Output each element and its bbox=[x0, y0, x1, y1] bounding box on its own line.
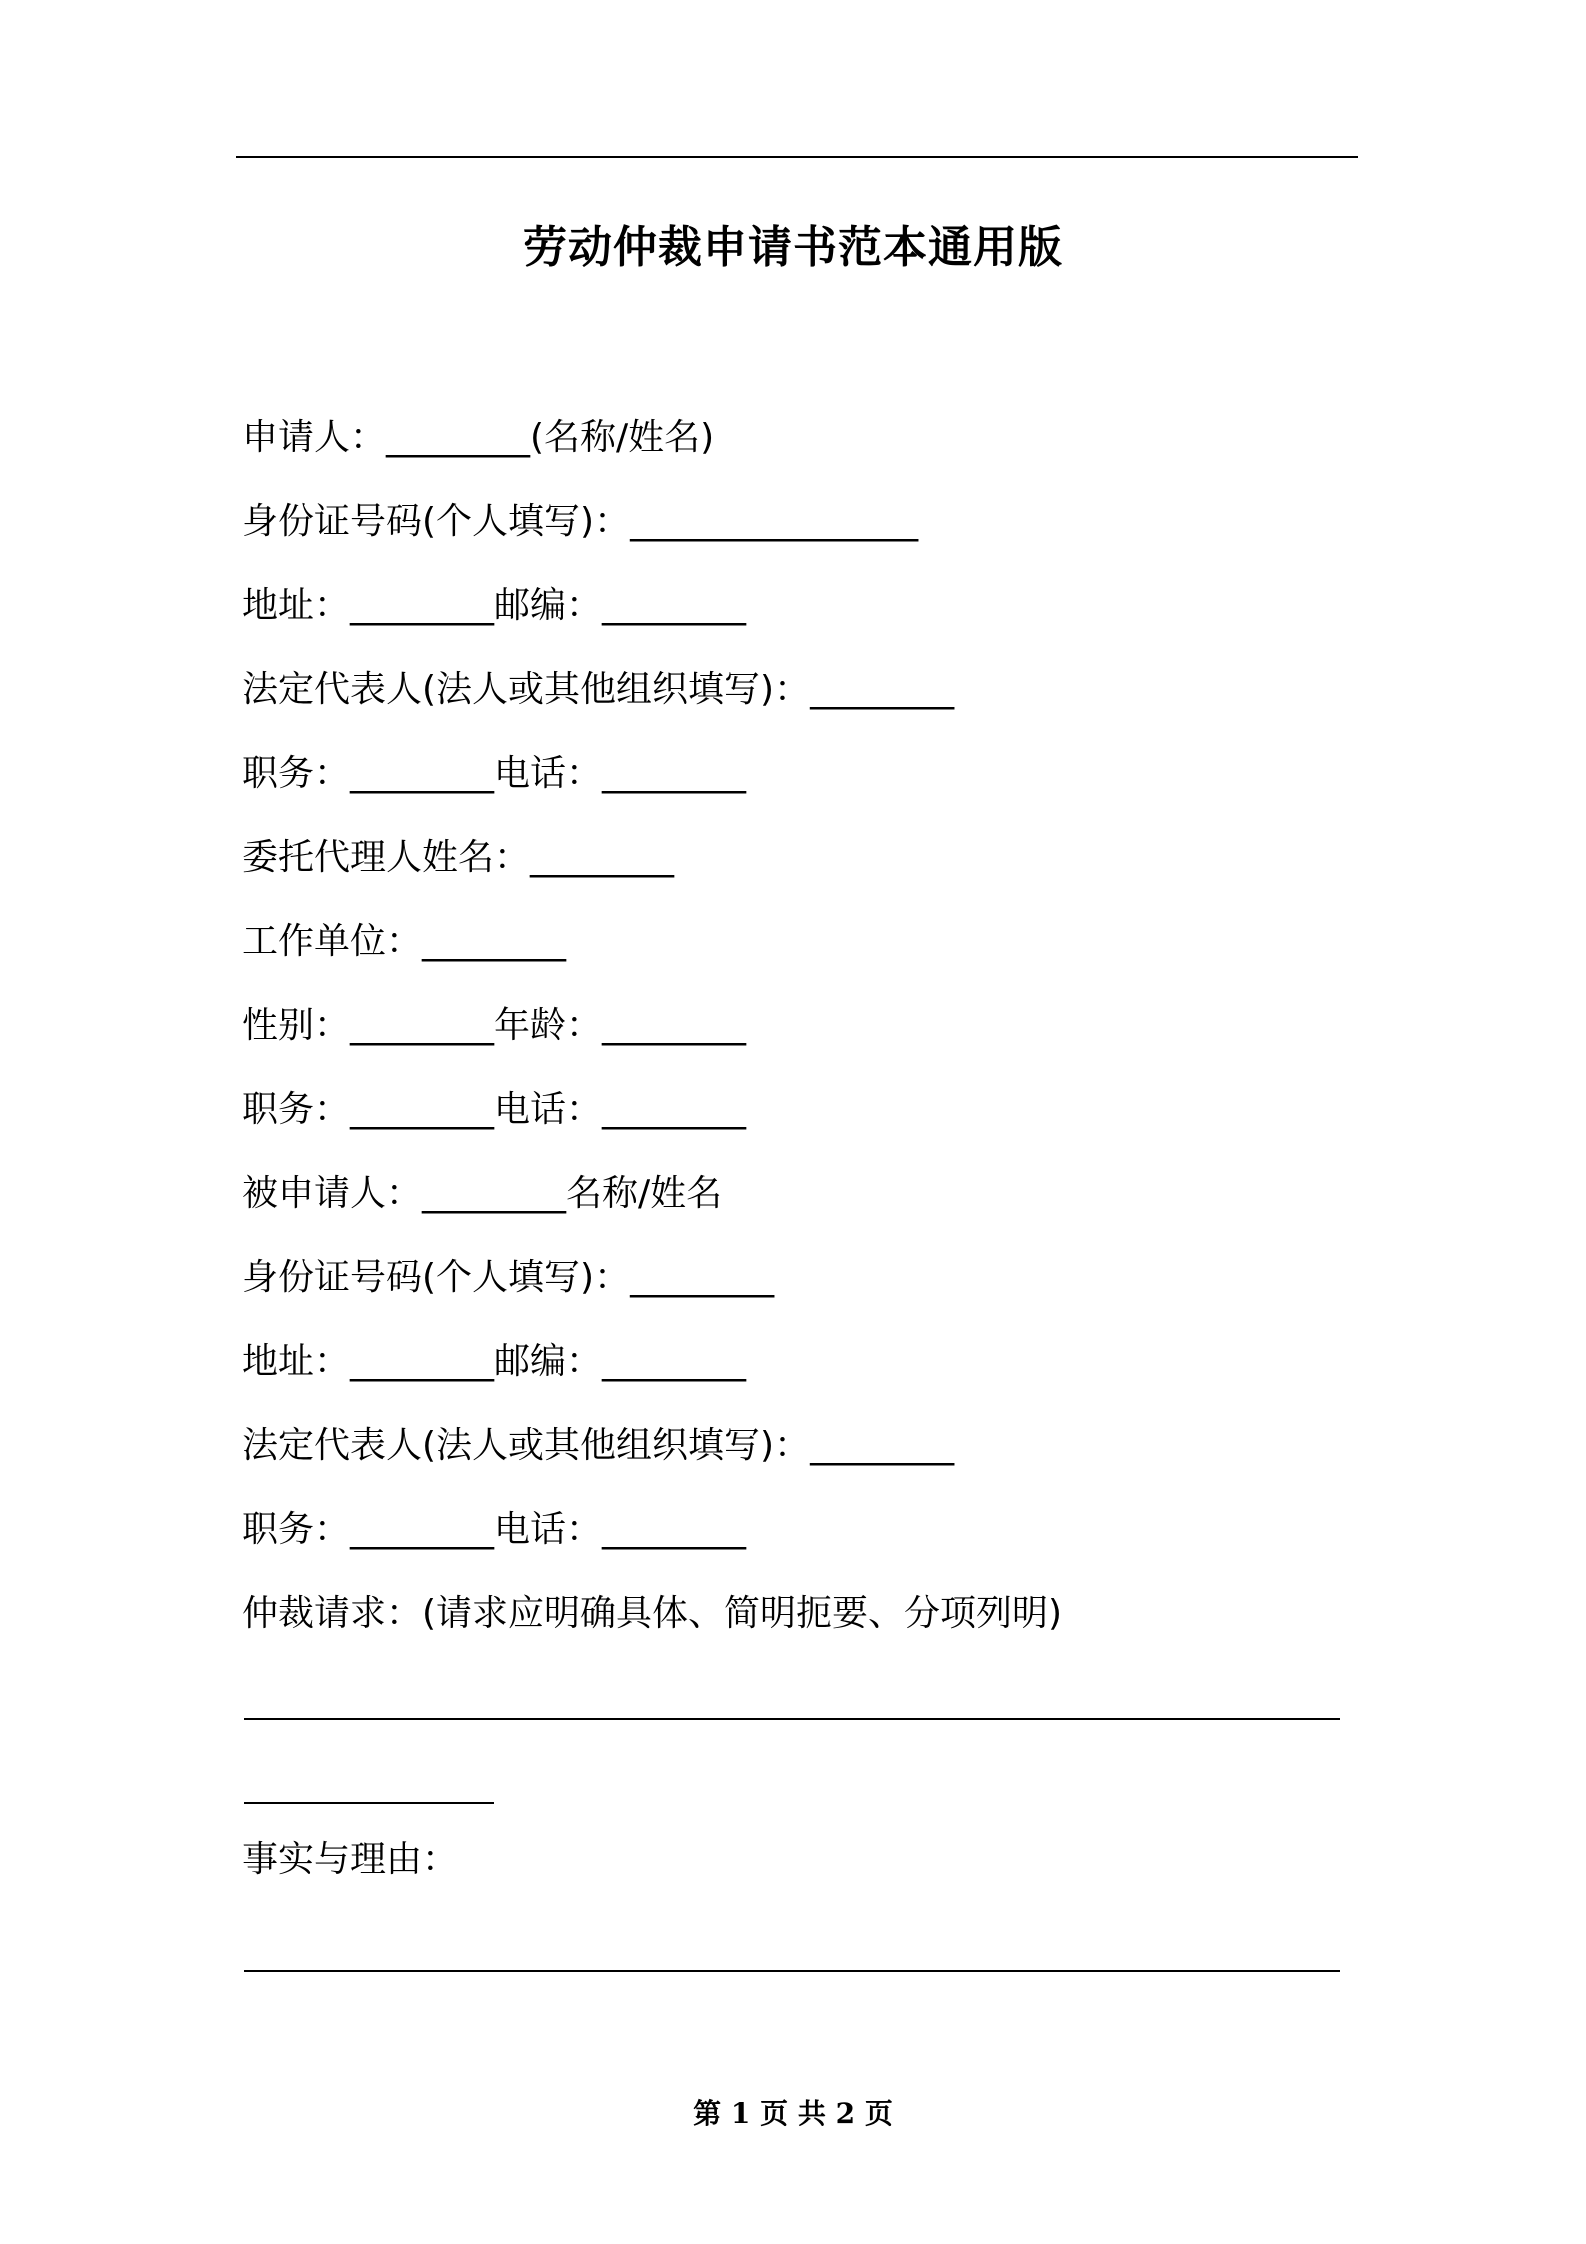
field-applicant-id-number: 身份证号码(个人填写)：________________ bbox=[242, 501, 919, 542]
application-fields bbox=[242, 408, 1062, 1668]
page-number: 第 1 页 共 2 页 bbox=[693, 2097, 893, 2130]
claims-blank-line bbox=[244, 1718, 1340, 1720]
field-applicant-position-phone: 职务：________电话：________ bbox=[242, 753, 747, 794]
field-respondent-position-phone: 职务：________电话：________ bbox=[242, 1509, 747, 1550]
field-respondent-id-number: 身份证号码(个人填写)：________ bbox=[242, 1257, 775, 1298]
facts-blank-line bbox=[244, 1970, 1340, 1972]
field-agent-gender-age: 性别：________年龄：________ bbox=[242, 1005, 747, 1046]
field-applicant-legal-rep: 法定代表人(法人或其他组织填写)：________ bbox=[242, 669, 955, 710]
field-agent-position-phone: 职务：________电话：________ bbox=[242, 1089, 747, 1130]
field-agent-employer: 工作单位：________ bbox=[242, 921, 567, 962]
claims-blank-line-short bbox=[244, 1802, 494, 1804]
facts-and-reasons-label: 事实与理由： bbox=[242, 1839, 459, 1880]
field-agent-name: 委托代理人姓名：________ bbox=[242, 837, 675, 878]
field-arbitration-claims: 仲裁请求：(请求应明确具体、简明扼要、分项列明) bbox=[242, 1593, 1063, 1634]
field-applicant-address: 地址：________邮编：________ bbox=[242, 585, 747, 626]
field-applicant: 申请人：________(名称/姓名) bbox=[242, 417, 715, 458]
field-respondent-address: 地址：________邮编：________ bbox=[242, 1341, 747, 1382]
field-respondent-legal-rep: 法定代表人(法人或其他组织填写)：________ bbox=[242, 1425, 955, 1466]
header-rule bbox=[236, 156, 1358, 158]
field-respondent: 被申请人：________名称/姓名 bbox=[242, 1173, 723, 1214]
document-title: 劳动仲裁申请书范本通用版 bbox=[523, 222, 1063, 273]
